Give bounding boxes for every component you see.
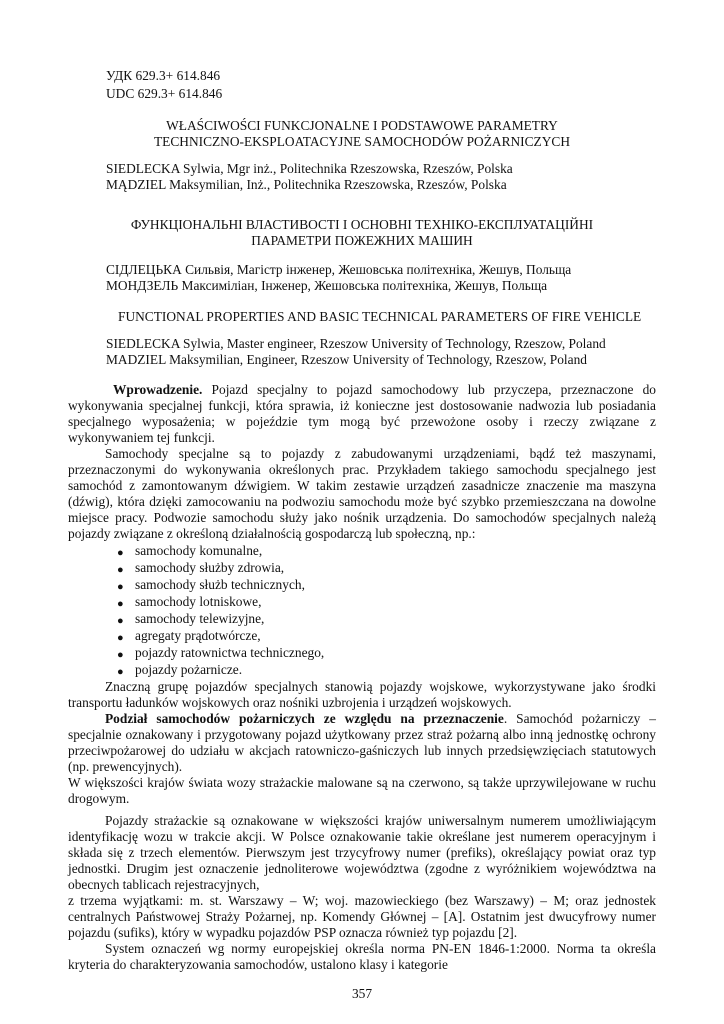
paragraph-intro-line-4: wykonywaniem tej funkcji. [68,430,215,445]
english-title: FUNCTIONAL PROPERTIES AND BASIC TECHNICAL PARAMETERS OF FIRE VEHICLE [118,309,642,324]
list-item: pojazdy ratownictwa technicznego, [135,645,325,660]
bullet-icon: ● [117,581,124,593]
udc-code: UDC 629.3+ 614.846 [106,86,223,101]
paragraph-2-line-4: (dźwig), która dzięki zamocowaniu na podwoziu samochodu może być szybko przemieszczana na dowolne [68,494,656,509]
paragraph-2-line-1: Samochody specjalne są to pojazdy z zabudowanymi urządzeniami, bądź też maszynami, [105,446,656,461]
paragraph-2-line-2: przeznaczonymi do wykonywania określonych prac. Przykładem takiego samochodu specjalnego jest [68,462,656,477]
paragraph-4-line-2: specjalnie oznakowany i przygotowany pojazd użytkowany przez straż pożarną albo inną jednostkę ochrony [68,727,656,742]
polish-author-2: MĄDZIEL Maksymilian, Inż., Politechnika Rzeszowska, Rzeszów, Polska [106,177,507,192]
bullet-icon: ● [117,632,124,644]
ukrainian-title-line-1: ФУНКЦІОНАЛЬНІ ВЛАСТИВОСТІ І ОСНОВНІ ТЕХНІКО-ЕКСПЛУАТАЦІЙНІ [130,217,594,232]
paragraph-6-line-7: centralnych Państwowej Straży Pożarnej, np. Komendy Głównej – [A]. Ostatnim jest dwucyfrowy numer [68,909,656,924]
list-item: samochody służb technicznych, [135,577,305,592]
paragraph-6-line-6: z trzema wyjątkami: m. st. Warszawy – W; woj. mazowieckiego (bez Warszawy) – M; oraz jednostek [68,893,656,908]
paragraph-intro-line-2: wykonywania specjalnej funkcji, która sprawia, iż konieczne jest dostosowanie nadwozia lub posiadania [68,398,656,413]
udk-code: УДК 629.3+ 614.846 [106,68,221,83]
english-author-1: SIEDLECKA Sylwia, Master engineer, Rzeszow University of Technology, Rzeszow, Poland [106,336,606,351]
ukrainian-title-line-2: ПАРАМЕТРИ ПОЖЕЖНИХ МАШИН [251,233,473,248]
paragraph-6-line-1: Pojazdy strażackie są oznakowane w większości krajów uniwersalnym numerem umożliwiającym [105,813,656,828]
bullet-icon: ● [117,564,124,576]
bullet-icon: ● [117,615,124,627]
paragraph-4-line-3: przeciwpożarowej do udziału w akcjach ratowniczo-gaśniczych lub innych przedsięwzięciach statutowych [68,743,656,758]
paragraph-7-line-2: kryteria do charakteryzowania samochodów, ustalono klasy i kategorie [68,957,448,972]
list-item: samochody telewizyjne, [135,611,265,626]
ukrainian-author-2: МОНДЗЕЛЬ Максиміліан, Інженер, Жешовська політехніка, Жешув, Польща [106,278,548,293]
paragraph-intro-line-1: Wprowadzenie. Pojazd specjalny to pojazd samochodowy lub przyczepa, przeznaczone do [113,382,656,397]
paragraph-6-line-5: obecnych tablicach rejestracyjnych, [68,877,260,892]
bullet-icon: ● [117,666,124,678]
paragraph-7-line-1: System oznaczeń wg normy europejskiej określa norma PN-EN 1846-1:2000. Norma ta określa [105,941,656,956]
paragraph-intro-line-3: specjalnego wyposażenia; w pojeździe tym mogą być przewożone osoby i rzeczy związane z [68,414,656,429]
paragraph-5-line-1: W większości krajów świata wozy strażackie malowane są na czerwono, są także uprzywilejowane w ruchu [68,775,656,790]
classification-heading: Podział samochodów pożarniczych ze względu na przeznaczenie [105,711,504,726]
paragraph-4-line-4: (np. prewencyjnych). [68,759,183,774]
paragraph-6-line-2: identyfikację wozu w trakcie akcji. W Polsce oznakowanie takie określane jest numerem operacyjnym i [68,829,656,844]
paragraph-6-line-3: składa się z trzech elementów. Pierwszym jest trzycyfrowy numer (prefiks), określający powiat oraz typ [68,845,656,860]
polish-author-1: SIEDLECKA Sylwia, Mgr inż., Politechnika Rzeszowska, Rzeszów, Polska [106,161,513,176]
list-item: samochody lotniskowe, [135,594,262,609]
list-item: samochody służby zdrowia, [135,560,285,575]
bullet-icon: ● [117,649,124,661]
page-number: 357 [351,986,373,1001]
bullet-icon: ● [117,547,124,559]
bullet-icon: ● [117,598,124,610]
paragraph-6-line-8: pojazdu (sufiks), który w wypadku pojazdów PSP oznacza również typ pojazdu [2]. [68,925,518,940]
paragraph-2-line-6: pojazdy związane z określoną działalnością gospodarczą lub społeczną, np.: [68,526,476,541]
paragraph-3-line-2: transportu ładunków wojskowych oraz nośniki uzbrojenia i urządzeń wojskowych. [68,695,512,710]
ukrainian-author-1: СІДЛЕЦЬКА Сильвія, Магістр інженер, Жешовська політехніка, Жешув, Польща [106,262,572,277]
list-item: pojazdy pożarnicze. [135,662,243,677]
english-author-2: MADZIEL Maksymilian, Engineer, Rzeszow University of Technology, Rzeszow, Poland [106,352,587,367]
paragraph-3-line-1: Znaczną grupę pojazdów specjalnych stanowią pojazdy wojskowe, wykorzystywane jako środki [105,679,656,694]
polish-title-line-1: WŁAŚCIWOŚCI FUNKCJONALNE I PODSTAWOWE PARAMETRY [166,118,558,133]
paragraph-5-line-2: drogowym. [68,791,130,806]
paragraph-2-line-3: samochód z zamontowanym dźwigiem. W takim zestawie urządzeń zasadnicze znaczenie ma maszyna [68,478,656,493]
polish-title-line-2: TECHNICZNO-EKSPLOATACYJNE SAMOCHODÓW POŻARNICZYCH [153,134,571,149]
list-item: samochody komunalne, [135,543,263,558]
intro-heading: Wprowadzenie. [113,382,203,397]
paragraph-4-line-1: Podział samochodów pożarniczych ze względu na przeznaczenie. Samochód pożarniczy – [105,711,656,726]
paragraph-6-line-4: jednostki. Drugim jest oznaczenie jednoliterowe województwa (zgodne z wyróżnikiem województwa na [68,861,656,876]
paragraph-2-line-5: miejsce pracy. Podwozie samochodu służy jako nośnik urządzenia. Do samochodów specjalnych należą [68,510,656,525]
list-item: agregaty prądotwórcze, [135,628,261,643]
